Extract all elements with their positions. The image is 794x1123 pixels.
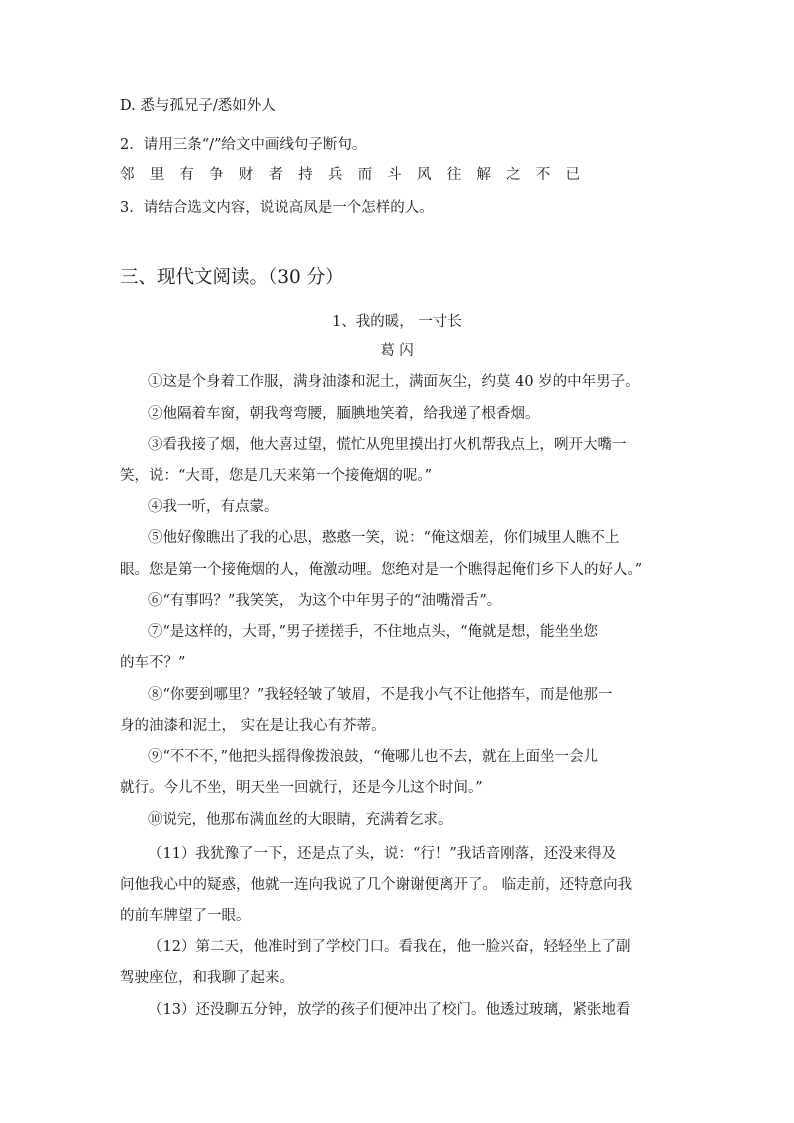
paragraph-line: 问他我心中的疑惑，他就一连向我说了几个谢谢便离开了。 临走前，还特意向我 [120, 877, 633, 893]
question-2: 2．请用三条“/”给文中画线句子断句。 [120, 137, 367, 153]
paragraph-line: （13）还没聊五分钟，放学的孩子们便冲出了校门。他透过玻璃，紧张地看 [148, 1002, 631, 1018]
paragraph-line: （11）我犹豫了一下，还是点了头，说：“行！”我话音刚落，还没来得及 [148, 846, 617, 862]
article-title: 1、我的暖， 一寸长 [332, 314, 462, 330]
question-3: 3．请结合选文内容，说说高凤是一个怎样的人。 [120, 200, 434, 216]
question-option-d: D. 悉与孤兄子/悉如外人 [120, 98, 276, 114]
paragraph-line: ④我一听，有点蒙。 [148, 499, 279, 515]
paragraph-line: 的车不？” [120, 655, 186, 671]
paragraph-line: ⑥“有事吗？”我笑笑， 为这个中年男子的“油嘴滑舌”。 [148, 593, 502, 609]
paragraph-line: （12）第二天，他准时到了学校门口。看我在，他一脸兴奋，轻轻坐上了副 [148, 939, 631, 955]
article-author: 葛 闪 [380, 343, 414, 359]
paragraph-line: 就行。今儿不坐，明天坐一回就行，还是今儿这个时间。” [120, 780, 483, 796]
paragraph-line: ③看我接了烟，他大喜过望，慌忙从兜里摸出打火机帮我点上，咧开大嘴一 [148, 437, 627, 453]
paragraph-line: ⑩说完，他那布满血丝的大眼睛，充满着乞求。 [148, 812, 453, 828]
paragraph-line: 驾驶座位，和我聊了起来。 [120, 970, 294, 986]
paragraph-line: 身的油漆和泥土， 实在是让我心有芥蒂。 [120, 718, 386, 734]
paragraph-line: 眼。您是第一个接俺烟的人，俺激动哩。您绝对是一个瞧得起俺们乡下人的好人。” [120, 562, 643, 578]
paragraph-line: 笑，说：“大哥，您是几天来第一个接俺烟的呢。” [120, 468, 433, 484]
paragraph-line: ⑦“是这样的，大哥，”男子搓搓手，不住地点头，“俺就是想，能坐坐您 [148, 624, 598, 640]
paragraph-line: ②他隔着车窗，朝我弯弯腰，腼腆地笑着，给我递了根香烟。 [148, 406, 540, 422]
paragraph-line: ①这是个身着工作服，满身油漆和泥土，满面灰尘，约莫 40 岁的中年男子。 [148, 374, 640, 390]
section-title: 三、现代文阅读。（30 分） [120, 267, 344, 288]
paragraph-line: ⑧“你要到哪里？”我轻轻皱了皱眉，不是我小气不让他搭车，而是他那一 [148, 687, 613, 703]
paragraph-line: ⑨“不不不，”他把头摇得像拨浪鼓，“俺哪儿也不去，就在上面坐一会儿 [148, 749, 598, 765]
question-2-sentence: 邻里有争财者持兵而斗风往解之不已 [120, 167, 596, 183]
paragraph-line: ⑤他好像瞧出了我的心思，憨憨一笑，说：“俺这烟差，你们城里人瞧不上 [148, 530, 620, 546]
paragraph-line: 的前车牌望了一眼。 [120, 908, 251, 924]
